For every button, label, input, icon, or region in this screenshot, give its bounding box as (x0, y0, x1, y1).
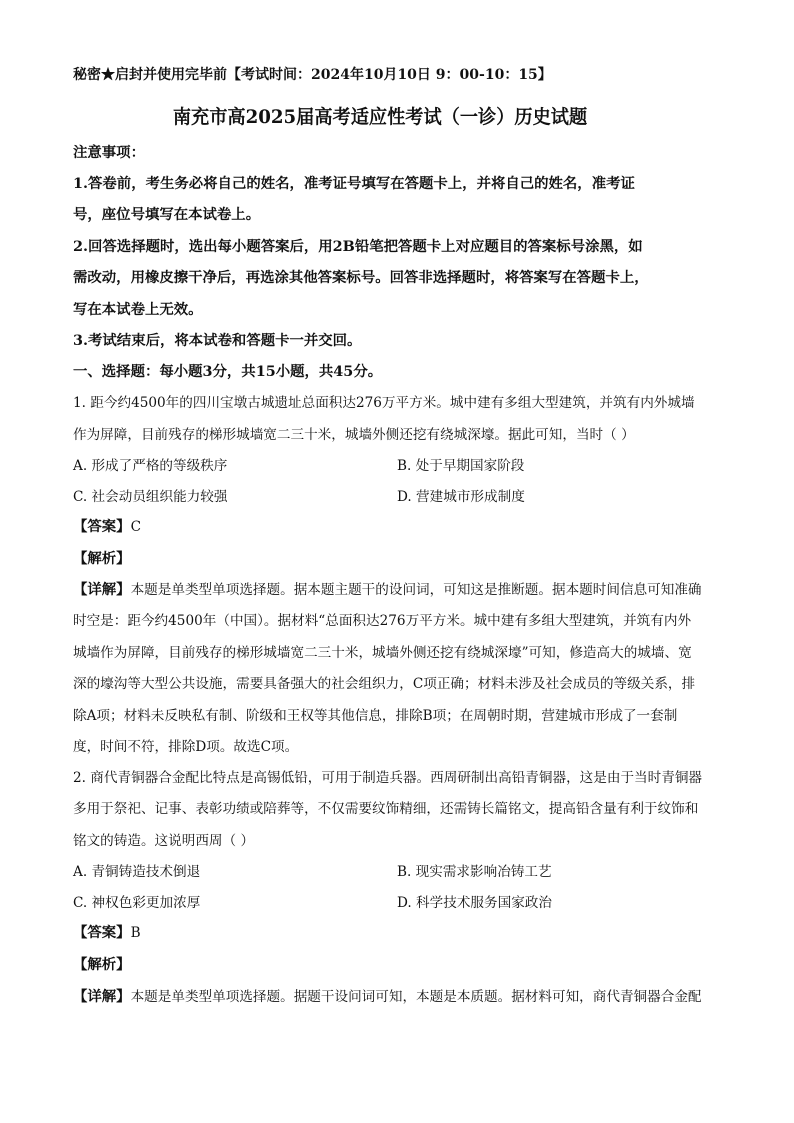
answer-value: B (130, 925, 141, 941)
notice-line: 写在本试卷上无效。 (73, 301, 203, 318)
section-heading: 一、选择题：每小题3分，共15小题，共45分。 (73, 363, 383, 380)
q1-detail-line: 度，时间不符，排除D项。故选C项。 (73, 739, 299, 755)
answer-value: C (130, 519, 141, 535)
q1-option-a: A. 形成了严格的等级秩序 (73, 458, 228, 474)
detail-tag: 【详解】 (73, 988, 131, 1005)
q1-detail-line (73, 578, 702, 599)
q1-option-d: D. 营建城市形成制度 (397, 489, 525, 505)
answer-tag: 【答案】 (73, 518, 131, 535)
q1-detail-line: 时空是：距今约4500年（中国）。据材料“总面积达276万平方米。城中建有多组大型建筑，并筑有内外 (73, 613, 692, 629)
answer-tag: 【答案】 (73, 924, 131, 941)
detail-text: 本题是单类型单项选择题。据本题主题干的设问词，可知这是推断题。据本题时间信息可知准确 (130, 582, 702, 598)
q1-stem-line: 作为屏障，目前残存的梯形城墙宽二三十米，城墙外侧还挖有绕城深壕。据此可知，当时（ ） (73, 427, 635, 443)
q1-detail-line: 城墙作为屏障，目前残存的梯形城墙宽二三十米，城墙外侧还挖有绕城深壕”可知，修造高大的城墙、宽 (73, 645, 692, 661)
detail-tag: 【详解】 (73, 581, 131, 598)
q2-option-c: C. 神权色彩更加浓厚 (73, 895, 201, 911)
q1-answer-row (73, 515, 141, 536)
q2-stem-line: 多用于祭祀、记事、表彰功绩或陪葬等，不仅需要纹饰精细，还需铸长篇铭文，提高铅含量有利于纹饰和 (73, 801, 699, 817)
q2-stem-line: 2. 商代青铜器合金配比特点是高锡低铅，可用于制造兵器。西周研制出高铅青铜器，这是由于当时青铜器 (73, 770, 703, 786)
notice-line: 号，座位号填写在本试卷上。 (73, 206, 261, 223)
notice-line: 需改动，用橡皮擦干净后，再选涂其他答案标号。回答非选择题时，将答案写在答题卡上， (73, 269, 649, 286)
q1-stem-line: 1. 距今约4500年的四川宝墩古城遗址总面积达276万平方米。城中建有多组大型建筑，并筑有内外城墙 (73, 395, 695, 411)
notice-line: 2.回答选择题时，选出每小题答案后，用2B铅笔把答题卡上对应题目的答案标号涂黑，如 (73, 238, 643, 255)
q1-option-b: B. 处于早期国家阶段 (397, 458, 525, 474)
page-title: 南充市高2025届高考适应性考试（一诊）历史试题 (172, 106, 588, 128)
q1-option-c: C. 社会动员组织能力较强 (73, 489, 228, 505)
notice-line: 3.考试结束后，将本试卷和答题卡一并交回。 (73, 332, 362, 349)
detail-text: 本题是单类型单项选择题。据题干设问词可知，本题是本质题。据材料可知，商代青铜器合金配 (130, 989, 702, 1005)
q1-detail-line: 除A项；材料未反映私有制、阶级和王权等其他信息，排除B项；在周朝时期，营建城市形成了一套制 (73, 708, 678, 724)
q2-option-b: B. 现实需求影响冶铸工艺 (397, 864, 552, 880)
q2-option-d: D. 科学技术服务国家政治 (397, 895, 552, 911)
q2-answer-row (73, 921, 141, 942)
analysis-tag: 【解析】 (73, 550, 131, 567)
q1-detail-line: 深的壕沟等大型公共设施，需要具备强大的社会组织力，C项正确；材料未涉及社会成员的等级关系，排 (73, 676, 696, 692)
q2-stem-line: 铭文的铸造。这说明西周（ ） (73, 833, 255, 849)
notice-line: 1.答卷前，考生务必将自己的姓名，准考证号填写在答题卡上，并将自己的姓名，准考证 (73, 175, 635, 192)
notice-heading: 注意事项： (73, 144, 145, 161)
analysis-tag: 【解析】 (73, 956, 131, 973)
confidential-note: 秘密★启封并使用完毕前【考试时间：2024年10月10日 9：00-10：15】 (73, 67, 552, 83)
q2-option-a: A. 青铜铸造技术倒退 (73, 864, 201, 880)
q2-detail-line (73, 985, 702, 1006)
